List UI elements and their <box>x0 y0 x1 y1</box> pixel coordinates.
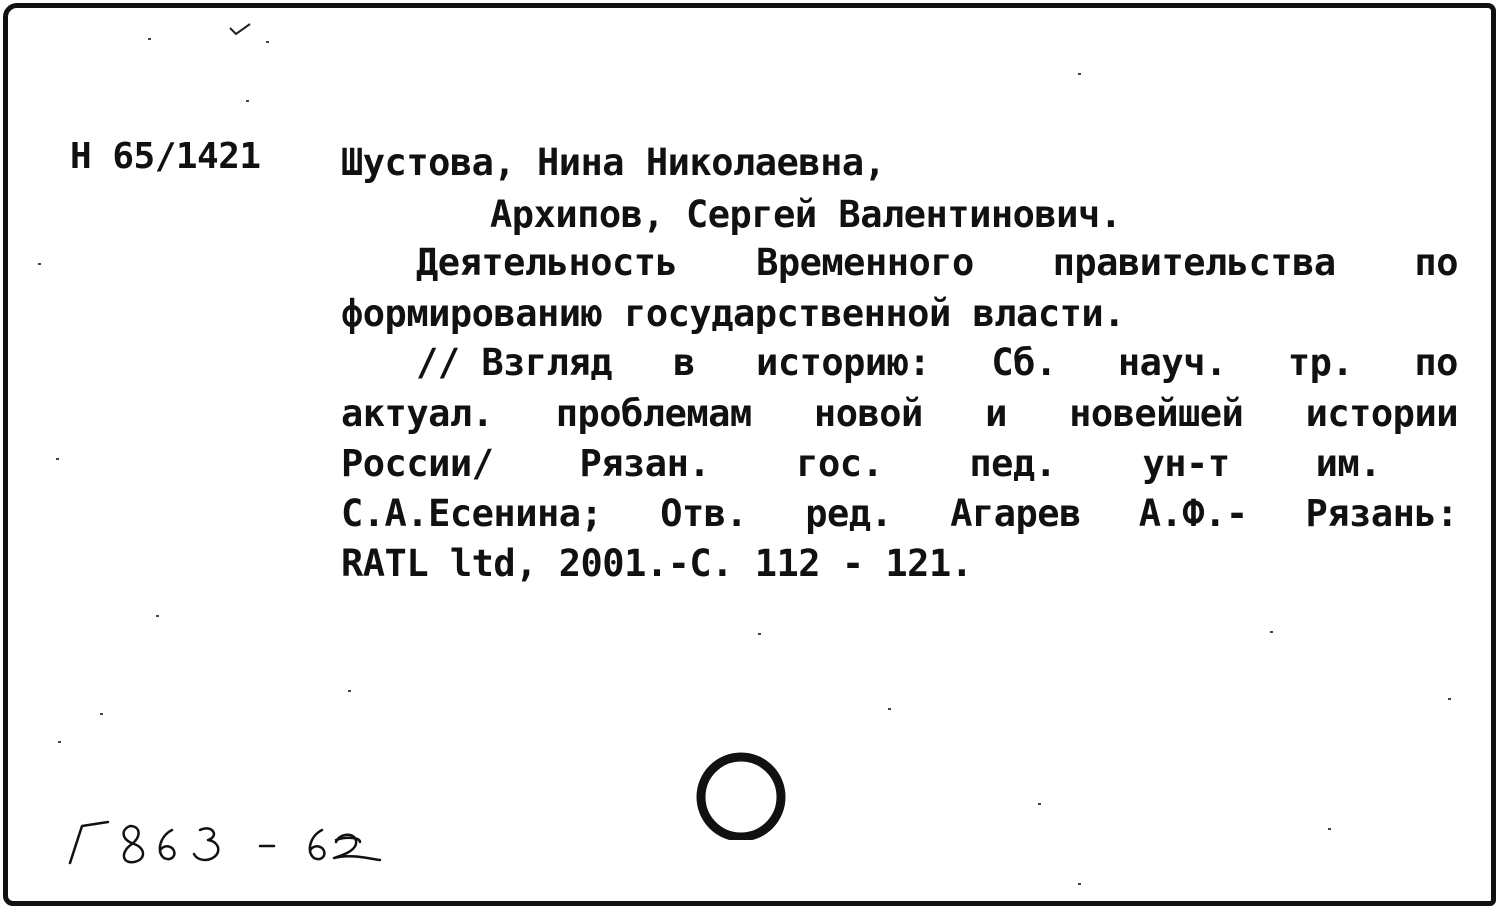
scan-speck <box>56 458 59 460</box>
scan-speck <box>266 41 269 43</box>
scan-speck <box>246 100 249 102</box>
scan-speck <box>1038 803 1041 805</box>
catalog-card <box>3 3 1496 906</box>
title-line-1 <box>416 241 1458 284</box>
scan-speck <box>348 690 351 692</box>
source-word: пед. <box>969 442 1057 485</box>
source-word: тр. <box>1287 341 1354 384</box>
scan-speck <box>38 263 41 265</box>
check-mark <box>226 20 256 40</box>
scan-speck <box>888 708 891 710</box>
source-word: Рязан. <box>579 442 711 485</box>
title-line-2: формированию государственной власти. <box>341 292 1125 335</box>
source-word: в <box>673 341 695 384</box>
call-number: Н 65/1421 <box>70 136 261 177</box>
source-word: С.А.Есенина; <box>341 492 603 535</box>
source-line-5: RATL ltd, 2001.-С. 112 - 121. <box>341 542 973 585</box>
source-word: Рязань: <box>1305 492 1458 535</box>
scan-speck <box>1270 631 1273 633</box>
source-word: науч. <box>1117 341 1227 384</box>
source-word: по <box>1414 341 1458 384</box>
source-word: новой <box>813 392 923 435</box>
scan-speck <box>1328 828 1331 830</box>
source-line-2 <box>341 392 1458 435</box>
source-word: ред. <box>805 492 893 535</box>
title-word: Деятельность <box>416 241 678 284</box>
source-word: проблемам <box>555 392 752 435</box>
source-word: России/ <box>341 442 494 485</box>
source-word: Агарев <box>950 492 1081 535</box>
source-word: Сб. <box>991 341 1057 384</box>
source-word: ун-т <box>1142 442 1230 485</box>
source-word: актуал. <box>341 392 494 435</box>
scan-speck <box>1448 698 1451 700</box>
scan-speck <box>58 741 61 743</box>
source-line-1 <box>416 341 1458 384</box>
scan-speck <box>758 633 761 635</box>
source-word: гос. <box>796 442 884 485</box>
handwritten-inventory-number <box>60 808 400 888</box>
source-word: и <box>985 392 1007 435</box>
scan-speck <box>100 713 103 715</box>
source-line-4 <box>341 492 1458 535</box>
title-word: правительства <box>1052 241 1336 284</box>
source-word: А.Ф.- <box>1138 492 1248 535</box>
punch-hole <box>696 750 786 840</box>
source-word: // Взгляд <box>416 341 612 384</box>
scan-speck <box>1078 73 1081 75</box>
source-word: Отв. <box>660 492 748 535</box>
title-word: по <box>1414 241 1458 284</box>
source-word: историю: <box>756 341 931 384</box>
source-word: новейшей <box>1069 392 1244 435</box>
coauthor-line: Архипов, Сергей Валентинович. <box>490 193 1122 236</box>
author-line: Шустова, Нина Николаевна, <box>341 141 886 184</box>
source-word: им. <box>1315 442 1381 485</box>
source-line-3 <box>341 442 1381 485</box>
scan-speck <box>156 615 159 617</box>
source-word: истории <box>1305 392 1458 435</box>
scan-speck <box>148 38 151 40</box>
title-word: Временного <box>756 241 974 284</box>
scan-speck <box>1078 883 1081 885</box>
